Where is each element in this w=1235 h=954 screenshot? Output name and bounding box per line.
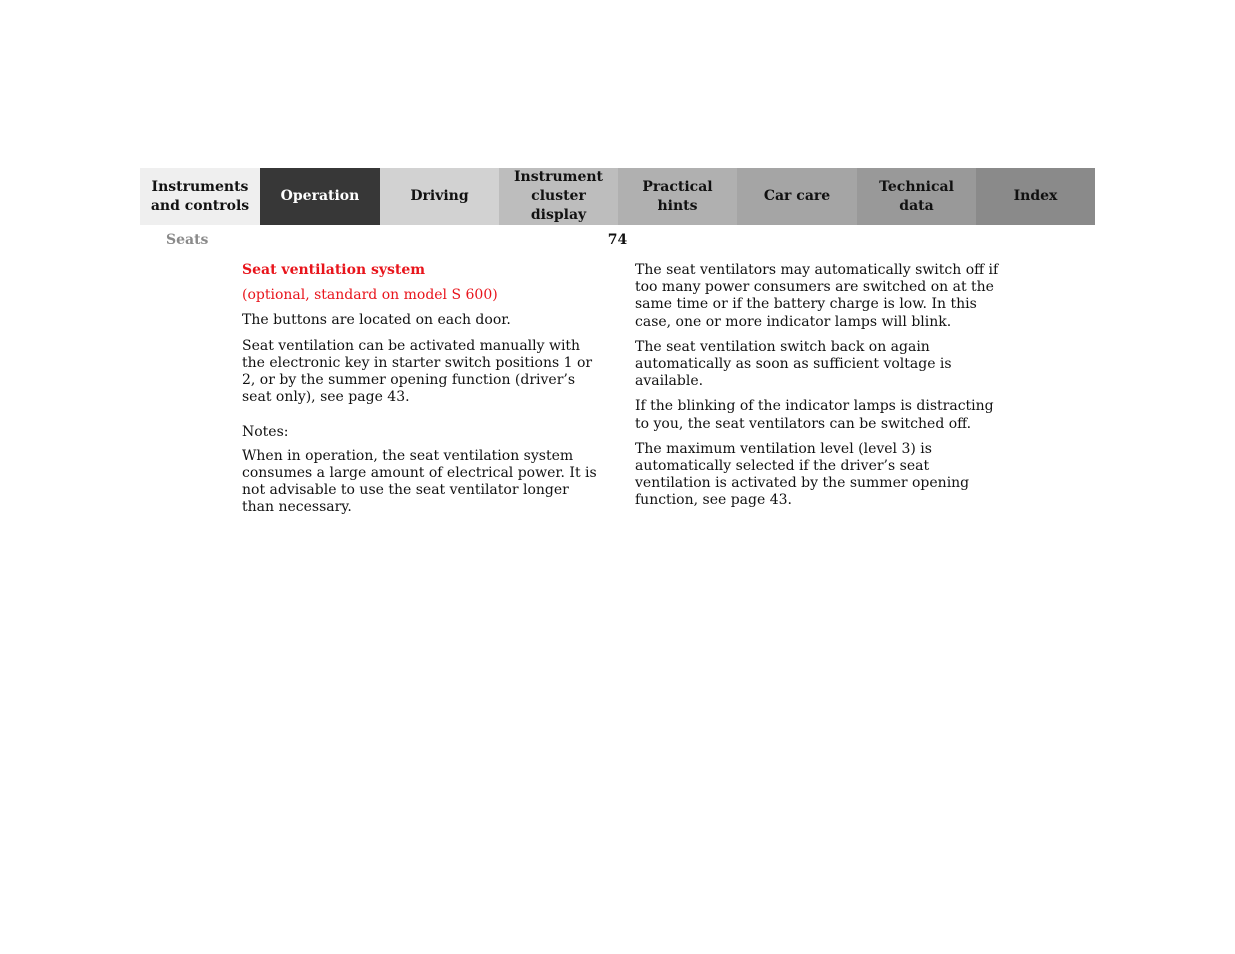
tab-label-line1: Instrument [514, 169, 603, 185]
tab-instrument-cluster-display[interactable] [499, 168, 618, 225]
paragraph-blinking-lamps: If the blinking of the indicator lamps is distracting to you, the seat ventilators can be switched off. [635, 398, 994, 432]
paragraph-power-note: When in operation, the seat ventilation system consumes a large amount of electrical power. It is not advisable to use the seat ventilator longer than necessary. [242, 447, 597, 516]
article-heading: Seat ventilation system [242, 262, 426, 278]
tab-label-line2: data [899, 197, 934, 214]
section-tab-bar [140, 168, 1095, 225]
tab-label-line1: Technical [879, 178, 954, 195]
article-subheading: (optional, standard on model S 600) [242, 287, 498, 304]
section-title: Seats [166, 232, 209, 248]
left-text-column [242, 262, 602, 524]
tab-label-line1: Instruments [151, 178, 249, 195]
tab-label-line1: Index [1013, 188, 1058, 204]
paragraph-auto-switch-off: The seat ventilators may automatically switch off if too many power consumers are switched on at the same time or if the battery charge is low. In this case, one or more indicator lamps will blink. [635, 262, 999, 330]
tab-label-line1: Practical hints [642, 178, 713, 214]
tab-label-line1: Operation [280, 188, 360, 204]
paragraph-auto-switch-on: The seat ventilation switch back on again automatically as soon as sufficient voltage is available. [635, 338, 952, 390]
tab-index[interactable] [976, 168, 1095, 225]
paragraph-max-level: The maximum ventilation level (level 3) is automatically selected if the driver’s seat ventilation is activated by the summer opening function, see page 43. [635, 440, 970, 509]
right-text-column [635, 262, 1000, 518]
tab-label-line2: and controls [150, 197, 250, 214]
page-number: 74 [607, 232, 628, 248]
tab-label-line1: Driving [410, 188, 469, 204]
tab-label-line2: cluster display [530, 188, 587, 223]
tab-label-line1: Car care [763, 188, 831, 204]
tab-instruments-and-controls[interactable] [140, 168, 260, 225]
notes-label: Notes: [242, 424, 289, 441]
tab-technical-data[interactable] [857, 168, 976, 225]
tab-driving[interactable] [380, 168, 499, 225]
tab-practical-hints[interactable] [618, 168, 737, 225]
tab-operation[interactable] [260, 168, 380, 225]
paragraph-buttons-location: The buttons are located on each door. [242, 312, 511, 329]
tab-car-care[interactable] [737, 168, 857, 225]
paragraph-activation: Seat ventilation can be activated manually with the electronic key in starter switch positions 1 or 2, or by the summer opening function (driver’s seat only), see page 43. [242, 337, 593, 406]
